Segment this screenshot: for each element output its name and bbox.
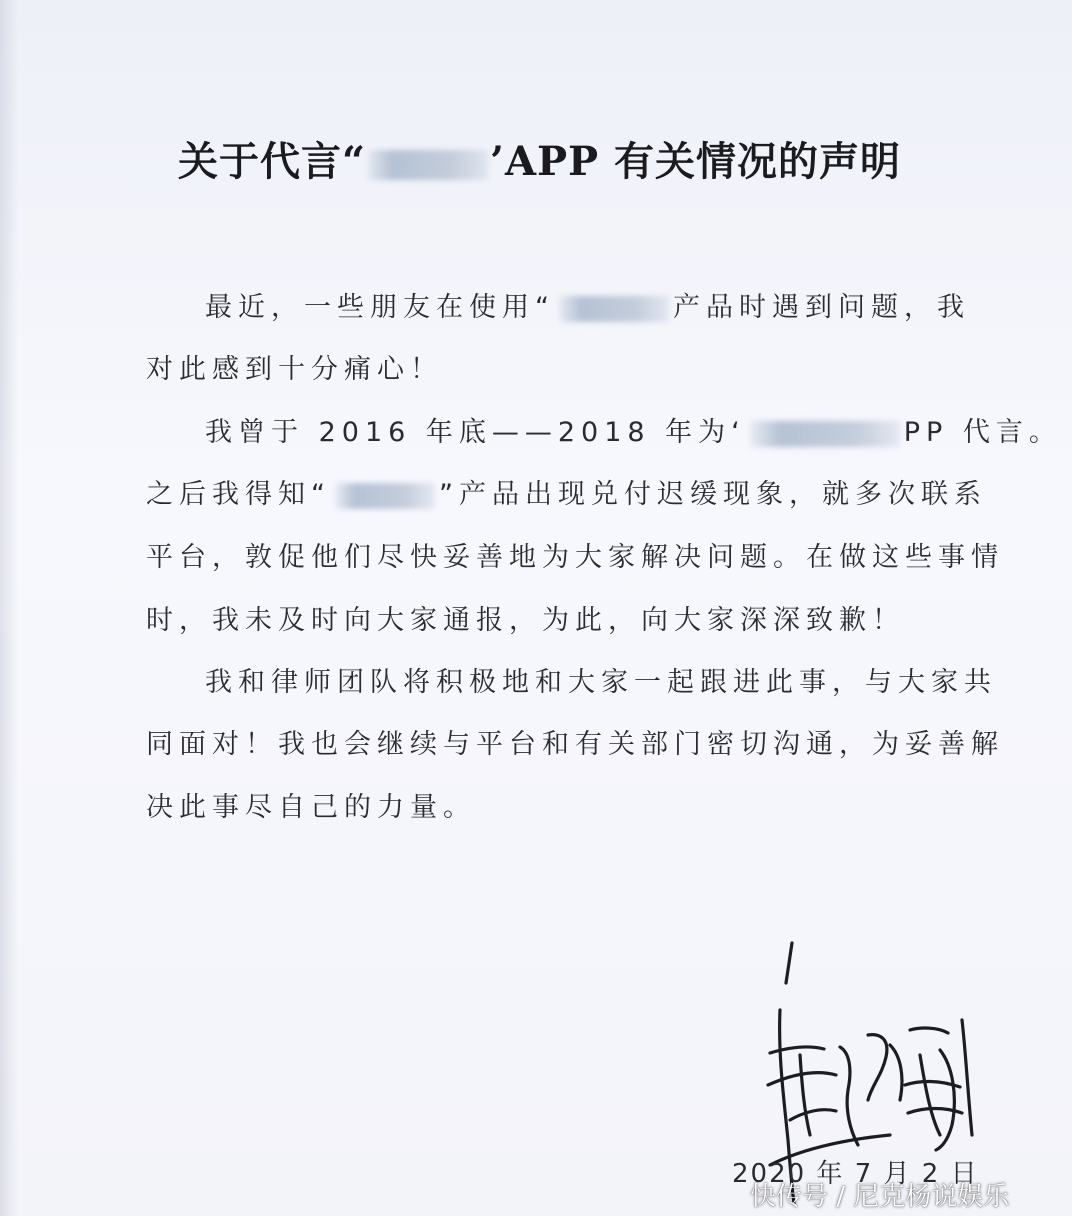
redacted-blur: [368, 150, 488, 180]
paragraph-line: 时，我未及时向大家通报，为此，向大家深深致歉！: [146, 605, 905, 636]
paragraph-line: 决此事尽自己的力量。: [146, 792, 476, 823]
document-title: [178, 130, 998, 187]
redacted-blur: [335, 483, 435, 509]
text-segment: PP 代言。: [903, 417, 1062, 448]
paragraph-line: 我和律师团队将积极地和大家一起跟进此事，与大家共: [205, 667, 997, 698]
paragraph-line: [205, 410, 1062, 449]
text-segment: 产品时遇到问题，我: [673, 292, 970, 323]
text-segment: 最近，一些朋友在使用“: [205, 292, 555, 323]
paragraph-line: 同面对！我也会继续与平台和有关部门密切沟通，为妥善解: [146, 729, 1004, 760]
title-text-after: ’APP 有关情况的声明: [490, 138, 902, 185]
text-segment: 之后我得知“: [146, 479, 331, 510]
text-segment: ”产品出现兑付迟缓现象，就多次联系: [439, 479, 987, 510]
paragraph-line: [205, 285, 970, 324]
text-segment: 我曾于 2016 年底——2018 年为‘: [205, 417, 746, 448]
paragraph-line: 对此感到十分痛心！: [146, 354, 443, 385]
redacted-blur: [559, 296, 669, 322]
page-edge-shadow: [0, 0, 18, 1216]
paragraph-line: [146, 472, 987, 511]
document-date: 2020 年 7 月 2 日: [732, 1159, 979, 1189]
paragraph-line: 平台，敦促他们尽快妥善地为大家解决问题。在做这些事情: [146, 542, 1004, 573]
watermark-text: 快传号 / 尼克杨说娱乐: [750, 1182, 1010, 1212]
redacted-blur: [750, 421, 900, 447]
title-text-before: 关于代言“: [178, 138, 367, 185]
